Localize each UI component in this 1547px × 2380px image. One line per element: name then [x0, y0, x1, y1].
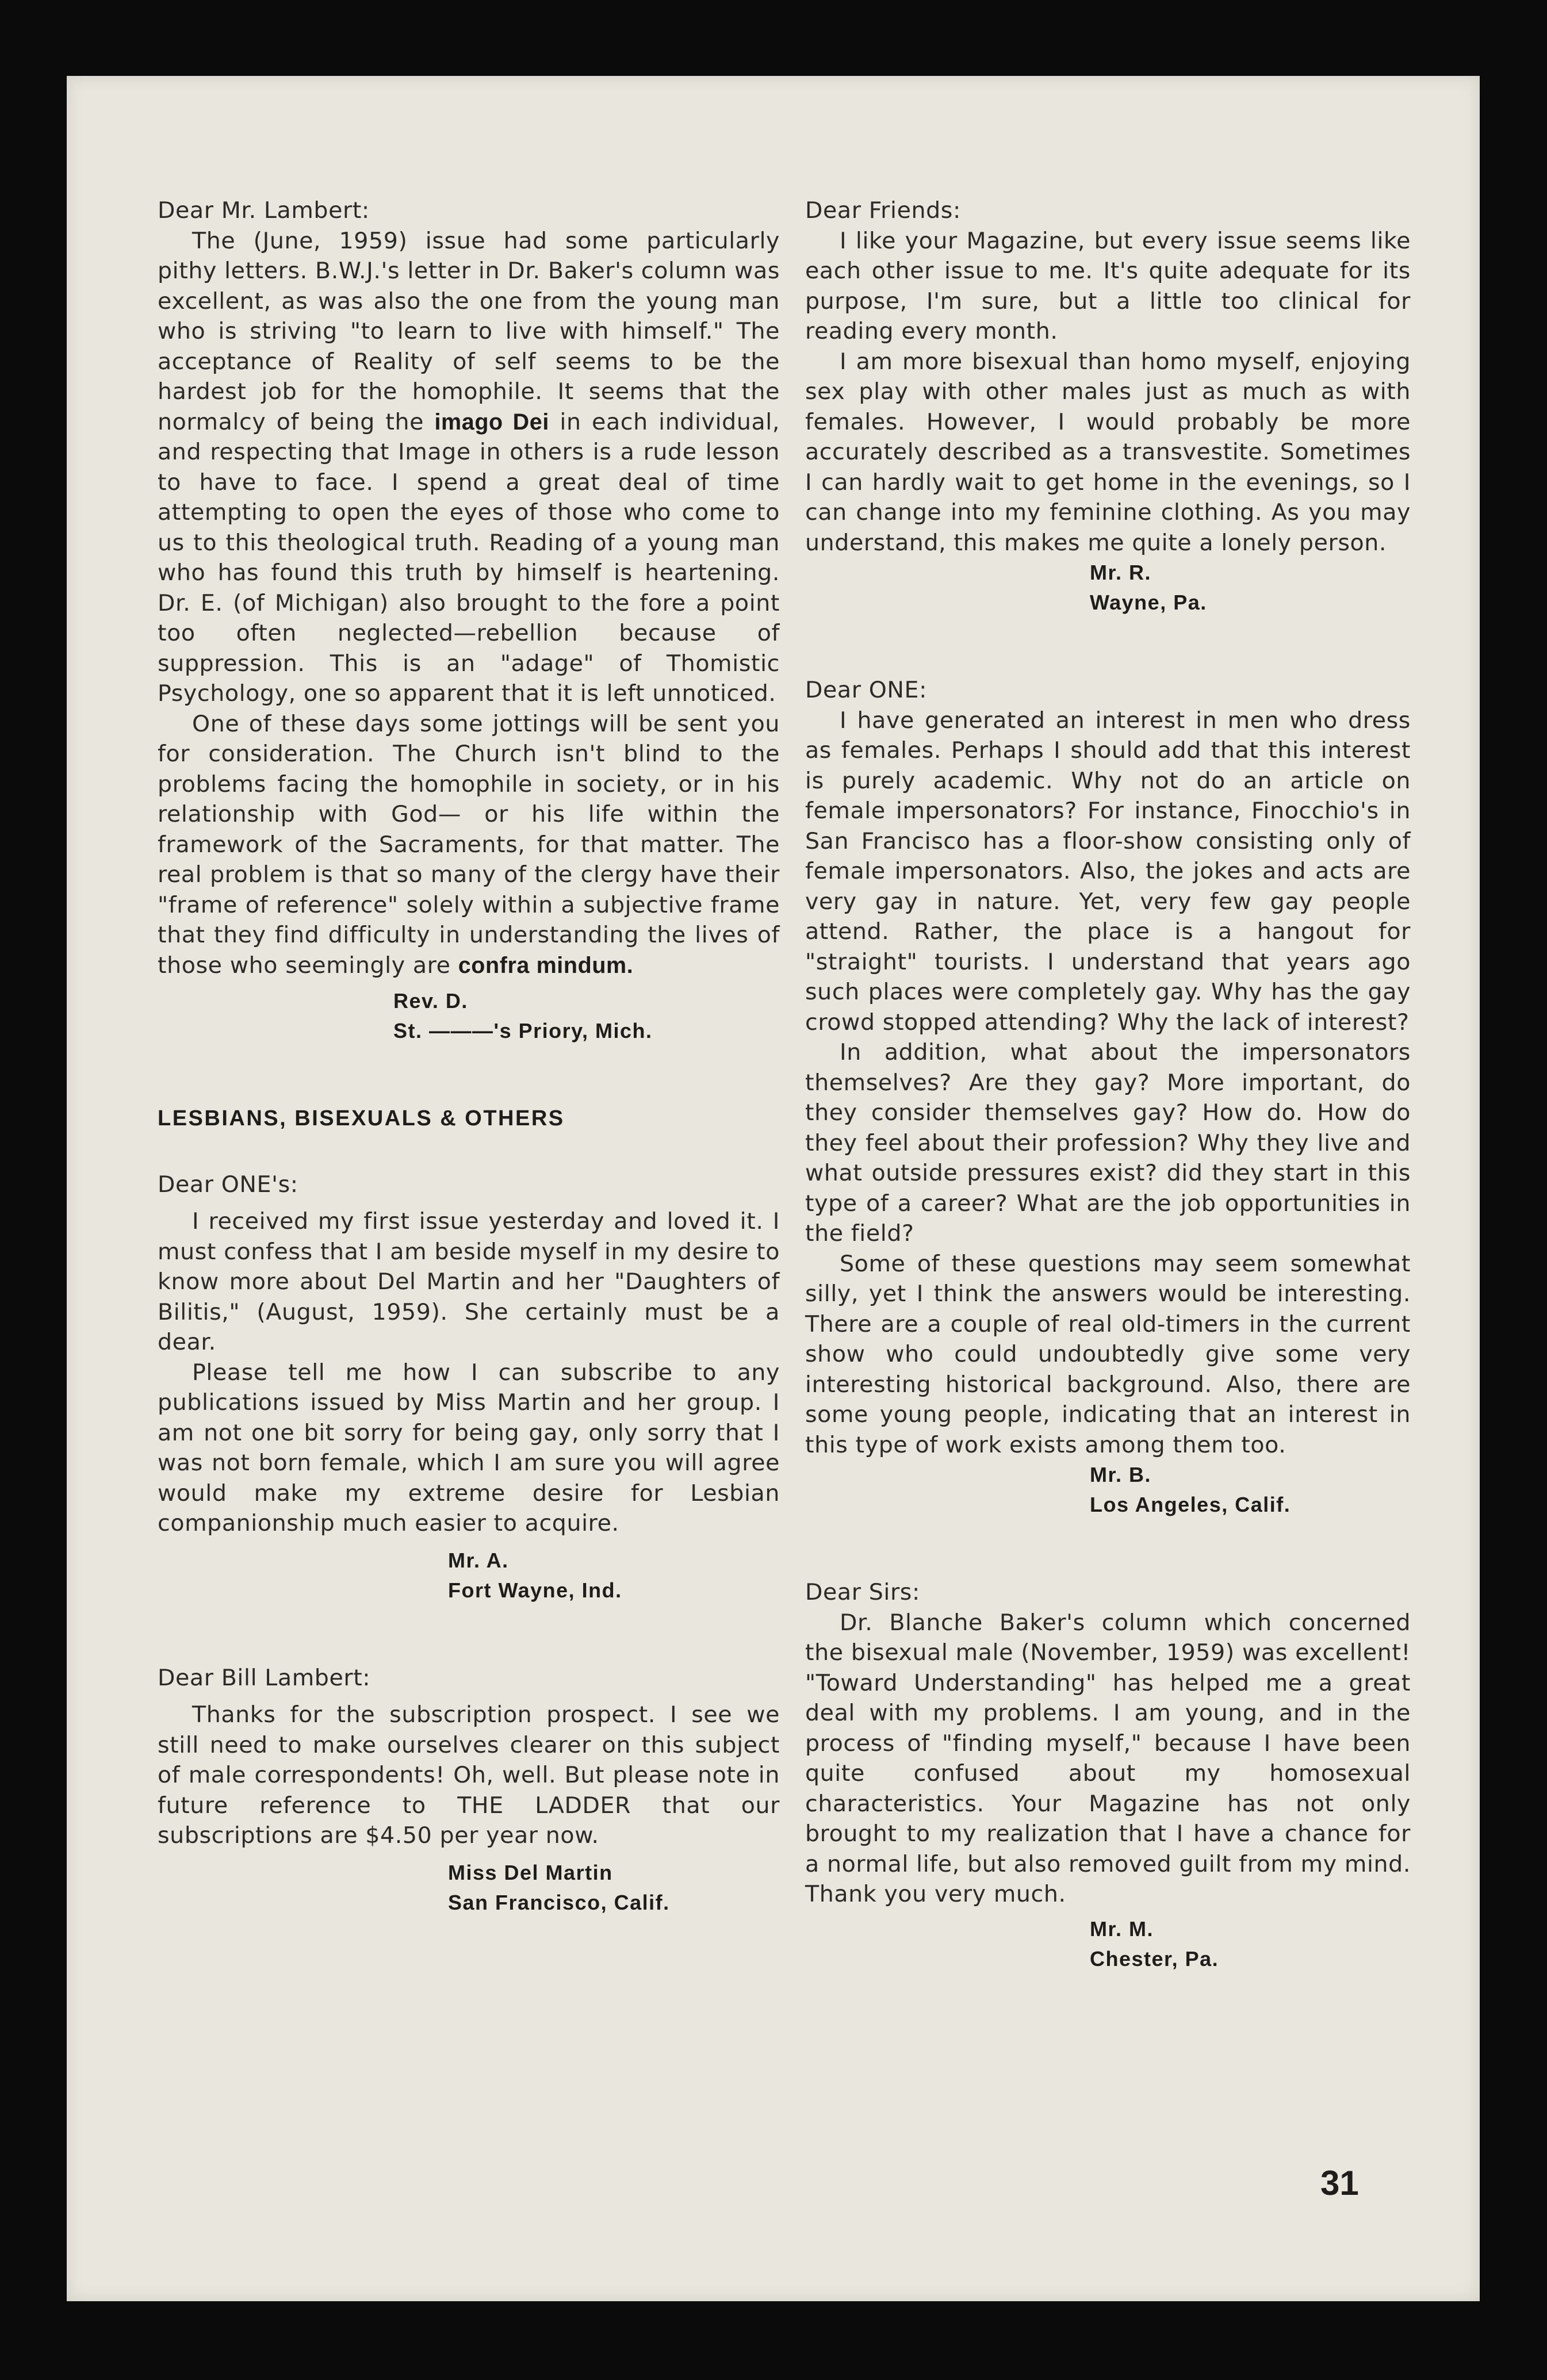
letter-paragraph: I am more bisexual than homo myself, enjoying sex play with other males just as much as with females. However, I would probably be more accurately described as a transvestite. Sometimes I can hardly wait to get home in the evenings, so I can change into my feminine clothing. As you may understand, this makes me quite a lonely person.	[805, 348, 1411, 556]
signature-name: Mr. B.	[1090, 1463, 1152, 1486]
salutation: Dear Sirs:	[805, 1579, 920, 1605]
letter-paragraph: I received my first issue yesterday and loved it. I must confess that I am beside myself in my desire to know more about Del Martin and her "Daughters of Bilitis," (August, 1959). She certainly must be a dear.	[158, 1208, 780, 1355]
letter-paragraph: The (June, 1959) issue had some particularly pithy letters. B.W.J.'s letter in Dr. Baker's column was excellent, as was also the one from the young man who is striving "to learn to live with himself." The acceptance of Reality of self seems to be the hardest job for the homophile. It seems that the normalcy of being the imago Dei in each individual, and respecting that Image in others is a rude lesson to have to face. I spend a great deal of time attempting to open the eyes of those who come to us to this theological truth. Reading of a young man who has found this truth by himself is heartening. Dr. E. (of Michigan) also brought to the fore a point too often neglected—rebellion because of suppression. This is an "adage" of Thomistic Psychology, one so apparent that it is left unnoticed.	[158, 227, 780, 707]
letter-paragraph: I like your Magazine, but every issue seems like each other issue to me. It's quite adequate for its purpose, I'm sure, but a little too clinical for reading every month.	[805, 227, 1411, 344]
letter-paragraph: I have generated an interest in men who dress as females. Perhaps I should add that this interest is purely academic. Why not do an article on female impersonators? For instance, Finocchio's in San Francisco has a floor-show consisting only of female impersonators. Also, the jokes and acts are very gay in nature. Yet, very few gay people attend. Rather, the place is a hangout for "straight" tourists. I understand that years ago such places were completely gay. Why has the gay crowd stopped attending? Why the lack of interest?	[805, 707, 1411, 1036]
letter-paragraph: One of these days some jottings will be sent you for consideration. The Church isn't blind to the problems facing the homophile in society, or in his relationship with God— or his life within the framework of the Sacraments, for that matter. The real problem is that so many of the clergy have their "frame of reference" solely within a subjective frame that they find difficulty in understanding the lives of those who seemingly are confra mindum.	[158, 710, 780, 979]
section-heading: LESBIANS, BISEXUALS & OTHERS	[158, 1106, 565, 1130]
letter-del-martin	[158, 1663, 780, 1918]
signature-name: Rev. D.	[393, 989, 468, 1013]
letter-rev-d	[158, 196, 780, 1046]
magazine-page	[67, 76, 1480, 2301]
signature-location: Chester, Pa.	[1090, 1946, 1219, 1971]
salutation: Dear ONE's:	[158, 1171, 298, 1198]
signature	[393, 986, 780, 1046]
right-column	[805, 196, 1411, 1974]
salutation: Dear Friends:	[805, 197, 961, 224]
salutation: Dear Mr. Lambert:	[158, 197, 370, 224]
letter-paragraph: Some of these questions may seem somewhat silly, yet I think the answers would be interesting. There are a couple of real old-timers in the current show who could undoubtedly give some very interesting historical background. Also, there are some young people, indicating that an interest in this type of work exists among them too.	[805, 1250, 1411, 1458]
letter-paragraph: Please tell me how I can subscribe to any publications issued by Miss Martin and her group. I am not one bit sorry for being gay, only sorry that I was not born female, which I am sure you will agree would make my extreme desire for Lesbian companionship much easier to acquire.	[158, 1359, 780, 1536]
signature-location: Los Angeles, Calif.	[1090, 1493, 1291, 1516]
left-column	[158, 196, 780, 1918]
page-number: 31	[1320, 2164, 1359, 2202]
letter-mr-r	[805, 196, 1411, 618]
signature	[448, 1858, 780, 1918]
letter-paragraph: Thanks for the subscription prospect. I see we still need to make ourselves clearer on this subject of male correspondents! Oh, well. But please note in future reference to THE LADDER that our subscriptions are $4.50 per year now.	[158, 1701, 780, 1849]
letter-mr-b	[805, 675, 1411, 1520]
signature-location: Fort Wayne, Ind.	[448, 1578, 622, 1602]
emphasis-confra-mindum: confra mindum.	[458, 952, 634, 978]
signature	[1090, 558, 1411, 618]
signature-location: St. ———'s Priory, Mich.	[393, 1019, 653, 1043]
salutation: Dear ONE:	[805, 677, 928, 703]
signature-name: Mr. R.	[1090, 561, 1152, 584]
signature	[1090, 1460, 1411, 1520]
letter-mr-m	[805, 1577, 1411, 1974]
letter-mr-a	[158, 1170, 780, 1605]
letter-paragraph: Dr. Blanche Baker's column which concerned the bisexual male (November, 1959) was excellent! "Toward Understanding" has helped me a great deal with my problems. I am young, and in the process of "finding myself," because I have been quite confused about my homosexual characteristics. Your Magazine has not only brought to my realization that I have a chance for a normal life, but also removed guilt from my mind. Thank you very much.	[805, 1609, 1411, 1907]
signature-name: Mr. M.	[1090, 1917, 1154, 1941]
letter-paragraph: In addition, what about the impersonators themselves? Are they gay? More important, do they consider themselves gay? How do. How do they feel about their profession? Why they live and what outside pressures exist? did they start in this type of a career? What are the job opportunities in the field?	[805, 1039, 1411, 1247]
signature-name: Miss Del Martin	[448, 1860, 613, 1884]
signature-location: San Francisco, Calif.	[448, 1890, 670, 1914]
signature	[448, 1546, 780, 1605]
signature-location: Wayne, Pa.	[1090, 591, 1207, 614]
salutation: Dear Bill Lambert:	[158, 1664, 371, 1691]
signature-name: Mr. A.	[448, 1548, 509, 1572]
signature	[1090, 1914, 1411, 1974]
emphasis-imago-dei: imago Dei	[434, 409, 549, 435]
